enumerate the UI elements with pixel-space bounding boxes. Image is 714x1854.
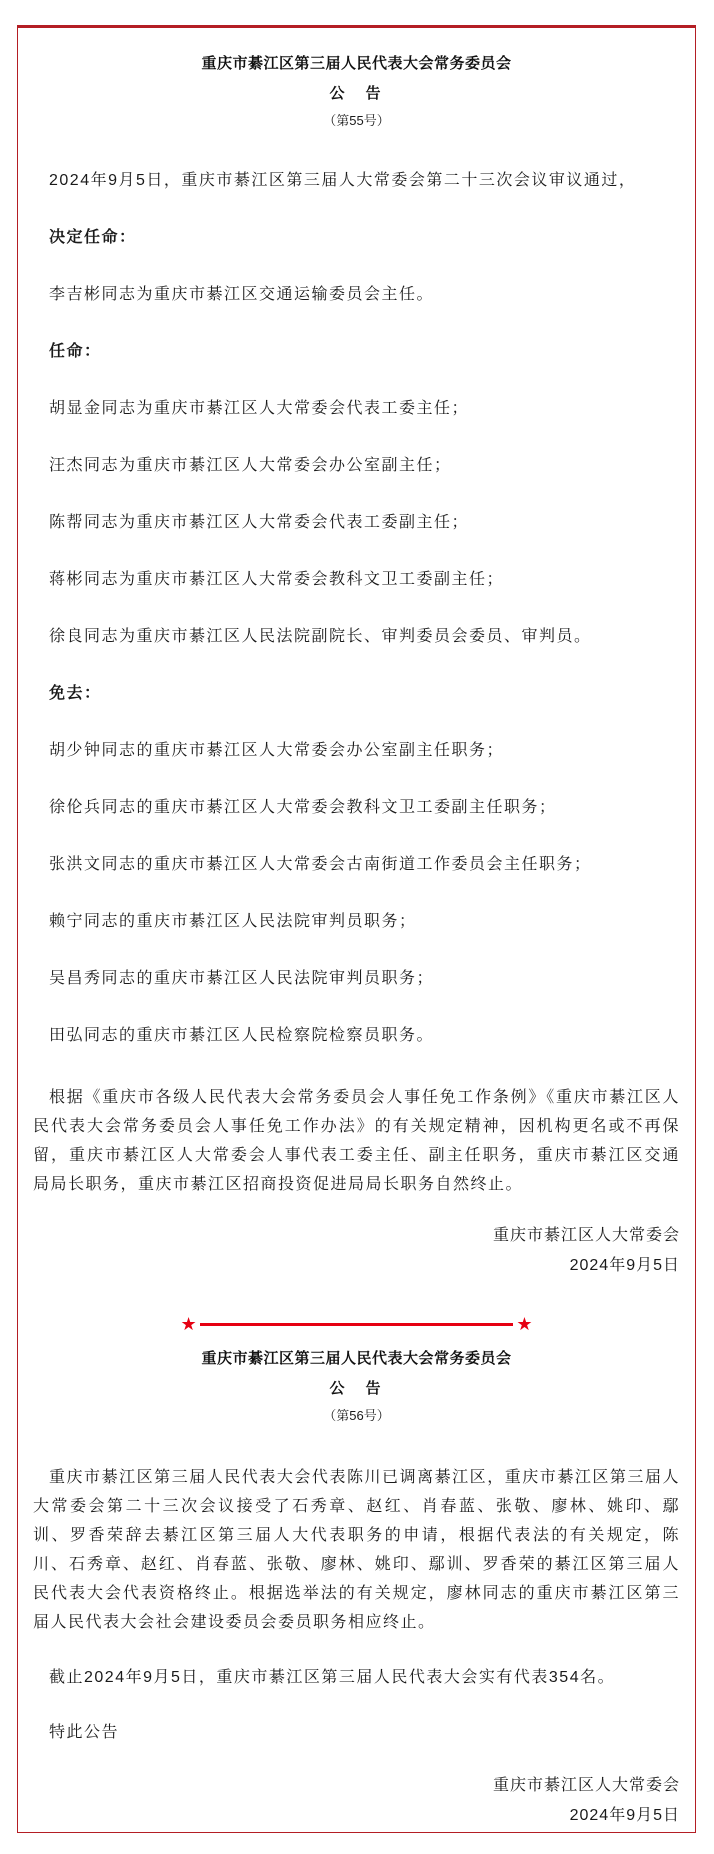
delegate-count-paragraph: 截止2024年9月5日，重庆市綦江区第三届人民代表大会实有代表354名。 [49, 1669, 616, 1686]
appoint-heading: 任命： [49, 343, 102, 360]
doc-type-heading: 公 告 [329, 85, 384, 102]
appoint-item: 汪杰同志为重庆市綦江区人大常委会办公室副主任； [49, 457, 452, 474]
divider-line [200, 1323, 514, 1326]
announcement-55 [33, 54, 680, 1281]
star-divider [181, 1315, 533, 1333]
star-icon: ★ [180, 1314, 197, 1334]
star-icon: ★ [516, 1314, 533, 1334]
issue-number: （第55号） [323, 113, 390, 128]
decide-appoint-item: 李吉彬同志为重庆市綦江区交通运输委员会主任。 [49, 286, 435, 303]
org-title: 重庆市綦江区第三届人民代表大会常务委员会 [201, 55, 512, 72]
resignation-paragraph: 重庆市綦江区第三届人民代表大会代表陈川已调离綦江区，重庆市綦江区第三届人大常委会第二十三次会议接受了石秀章、赵红、肖春蓝、张敬、廖林、姚印、鄢训、罗香荣辞去綦江区第三届人大代表职务的申请，根据代表法的有关规定，陈川、石秀章、赵红、肖春蓝、张敬、廖林、姚印、鄢训、罗香荣的綦江区第三届人民代表大会代表资格终止。根据选举法的有关规定，廖林同志的重庆市綦江区第三届人民代表大会社会建设委员会委员职务相应终止。 [33, 1469, 680, 1631]
signature-block [33, 1771, 680, 1831]
signature-block [33, 1221, 680, 1281]
signature-date: 2024年9月5日 [569, 1807, 680, 1824]
announcement-55-body [33, 166, 680, 1199]
issue-number: （第56号） [323, 1408, 390, 1423]
announcement-56-body [33, 1463, 680, 1747]
remove-heading: 免去： [49, 685, 102, 702]
signature-date: 2024年9月5日 [569, 1257, 680, 1274]
remove-item: 赖宁同志的重庆市綦江区人民法院审判员职务； [49, 913, 417, 930]
remove-item: 田弘同志的重庆市綦江区人民检察院检察员职务。 [49, 1027, 435, 1044]
remove-item: 吴昌秀同志的重庆市綦江区人民法院审判员职务； [49, 970, 435, 987]
appoint-item: 蒋彬同志为重庆市綦江区人大常委会教科文卫工委副主任； [49, 571, 505, 588]
decide-appoint-heading: 决定任命： [49, 229, 137, 246]
org-title: 重庆市綦江区第三届人民代表大会常务委员会 [201, 1350, 512, 1367]
remove-item: 徐伦兵同志的重庆市綦江区人大常委会教科文卫工委副主任职务； [49, 799, 557, 816]
signature-org: 重庆市綦江区人大常委会 [492, 1227, 680, 1244]
announcement-document-page [17, 25, 696, 1833]
closing-paragraph: 根据《重庆市各级人民代表大会常务委员会人事任免工作条例》《重庆市綦江区人民代表大会常务委员会人事任免工作办法》的有关规定精神，因机构更名或不再保留，重庆市綦江区人大常委会人事代表工委主任、副主任职务，重庆市綦江区交通局局长职务，重庆市綦江区招商投资促进局局长职务自然终止。 [33, 1089, 680, 1193]
doc-type-heading: 公 告 [329, 1380, 384, 1397]
remove-item: 胡少钟同志的重庆市綦江区人大常委会办公室副主任职务； [49, 742, 505, 759]
appoint-item: 徐良同志为重庆市綦江区人民法院副院长、审判委员会委员、审判员。 [49, 628, 592, 645]
appoint-item: 胡显金同志为重庆市綦江区人大常委会代表工委主任； [49, 400, 470, 417]
intro-paragraph: 2024年9月5日，重庆市綦江区第三届人大常委会第二十三次会议审议通过， [49, 172, 637, 189]
announcement-56 [33, 1349, 680, 1831]
notice-line: 特此公告 [49, 1724, 120, 1741]
remove-item: 张洪文同志的重庆市綦江区人大常委会古南街道工作委员会主任职务； [49, 856, 592, 873]
appoint-item: 陈帮同志为重庆市綦江区人大常委会代表工委副主任； [49, 514, 470, 531]
signature-org: 重庆市綦江区人大常委会 [492, 1777, 680, 1794]
